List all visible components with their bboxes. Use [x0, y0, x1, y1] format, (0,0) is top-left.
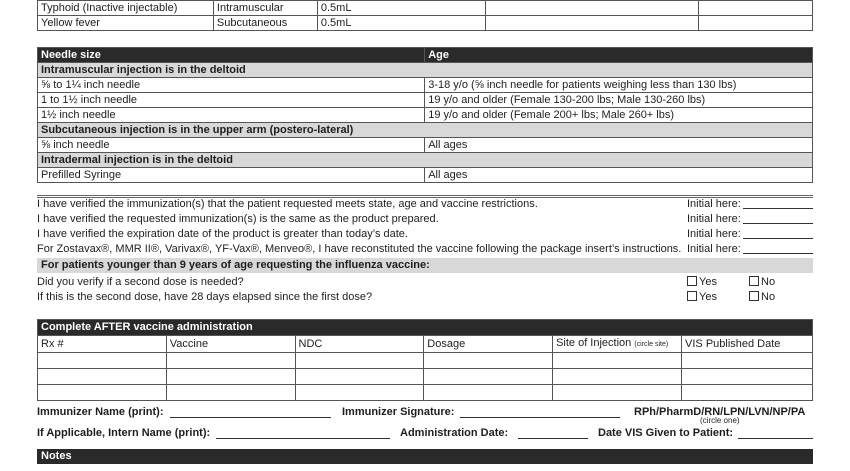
- yes-checkbox[interactable]: [687, 275, 717, 289]
- table-row: [38, 78, 813, 93]
- intradermal-header: Intradermal injection is in the deltoid: [38, 153, 813, 168]
- verify-text: I have verified the immunization(s) that the patient requested meets state, age and vaccine restrictions.: [37, 198, 538, 210]
- site-label: Site of Injection: [556, 337, 632, 349]
- table-cell[interactable]: [682, 369, 813, 385]
- needle-age: All ages: [425, 138, 813, 153]
- initial-label: Initial here:: [687, 198, 741, 210]
- needle-size: Prefilled Syringe: [38, 168, 425, 183]
- no-checkbox[interactable]: [749, 275, 775, 289]
- table-cell[interactable]: [166, 353, 295, 369]
- table-cell[interactable]: [424, 353, 553, 369]
- checkbox-icon: [687, 276, 697, 286]
- table-cell: [485, 1, 699, 16]
- vis-column: VIS Published Date: [682, 336, 813, 353]
- no-label: No: [761, 276, 776, 288]
- subcutaneous-header: Subcutaneous injection is in the upper arm (postero-lateral): [38, 123, 813, 138]
- table-row: [38, 93, 813, 108]
- initial-field[interactable]: [743, 223, 813, 224]
- section-row: [38, 153, 813, 168]
- site-column: [553, 336, 682, 353]
- immunizer-signature-field[interactable]: [460, 417, 620, 418]
- vaccine-dose: 0.5mL: [317, 16, 485, 31]
- table-cell: [485, 16, 699, 31]
- table-cell[interactable]: [295, 385, 424, 401]
- needle-age: 19 y/o and older (Female 200+ lbs; Male 260+ lbs): [425, 108, 813, 123]
- needle-size: 1½ inch needle: [38, 108, 425, 123]
- vaccine-column: Vaccine: [166, 336, 295, 353]
- needle-size-table: [37, 47, 813, 183]
- table-header: [38, 320, 813, 336]
- yes-label: Yes: [699, 291, 717, 303]
- table-row: [38, 16, 813, 31]
- initial-label: Initial here:: [687, 228, 741, 240]
- table-cell[interactable]: [38, 385, 167, 401]
- question-text: If this is the second dose, have 28 days elapsed since the first dose?: [37, 291, 373, 303]
- table-cell[interactable]: [553, 353, 682, 369]
- table-cell[interactable]: [38, 369, 167, 385]
- vaccine-dose: 0.5mL: [317, 1, 485, 16]
- column-headers: [38, 336, 813, 353]
- vis-date-label: Date VIS Given to Patient:: [598, 427, 734, 439]
- vis-date-field[interactable]: [738, 438, 813, 439]
- needle-size: ⅝ inch needle: [38, 138, 425, 153]
- table-cell[interactable]: [295, 353, 424, 369]
- initial-field[interactable]: [743, 208, 813, 209]
- administration-table: [37, 319, 813, 401]
- no-label: No: [761, 291, 776, 303]
- table-row: [38, 385, 813, 401]
- initial-field[interactable]: [743, 238, 813, 239]
- initial-field[interactable]: [743, 253, 813, 254]
- age-header: Age: [425, 48, 813, 63]
- table-cell[interactable]: [682, 385, 813, 401]
- table-row: [38, 369, 813, 385]
- dosage-column: Dosage: [424, 336, 553, 353]
- section-row: [38, 123, 813, 138]
- credentials-label[interactable]: RPh/PharmD/RN/LPN/LVN/NP/PA: [634, 406, 806, 418]
- no-checkbox[interactable]: [749, 290, 775, 304]
- table-cell[interactable]: [682, 353, 813, 369]
- after-header: Complete AFTER vaccine administration: [38, 320, 813, 336]
- circle-one-note: (circle one): [700, 416, 740, 425]
- initial-label: Initial here:: [687, 213, 741, 225]
- needle-size: ⅝ to 1¼ inch needle: [38, 78, 425, 93]
- immunizer-signature-label: Immunizer Signature:: [342, 406, 455, 418]
- table-cell[interactable]: [553, 369, 682, 385]
- table-row: [38, 353, 813, 369]
- table-row: [38, 1, 813, 16]
- section-row: [38, 63, 813, 78]
- divider: [37, 195, 813, 196]
- checkbox-icon: [749, 276, 759, 286]
- initial-label: Initial here:: [687, 243, 741, 255]
- needle-size: 1 to 1½ inch needle: [38, 93, 425, 108]
- vaccine-route: Subcutaneous: [213, 16, 317, 31]
- table-cell[interactable]: [38, 353, 167, 369]
- vaccine-name: Yellow fever: [38, 16, 214, 31]
- table-row: [38, 168, 813, 183]
- immunizer-name-label: Immunizer Name (print):: [37, 406, 164, 418]
- vaccine-route: Intramuscular: [213, 1, 317, 16]
- needle-age: All ages: [425, 168, 813, 183]
- intern-name-field[interactable]: [216, 438, 390, 439]
- rx-column: Rx #: [38, 336, 167, 353]
- table-cell: [699, 1, 813, 16]
- needle-size-header: Needle size: [38, 48, 425, 63]
- yes-label: Yes: [699, 276, 717, 288]
- site-note: (circle site): [634, 341, 669, 348]
- table-cell[interactable]: [424, 369, 553, 385]
- table-cell[interactable]: [553, 385, 682, 401]
- table-cell[interactable]: [166, 385, 295, 401]
- table-cell[interactable]: [424, 385, 553, 401]
- notes-header: Notes: [37, 449, 813, 464]
- intern-name-label: If Applicable, Intern Name (print):: [37, 427, 211, 439]
- question-text: Did you verify if a second dose is needed?: [37, 276, 244, 288]
- administration-date-field[interactable]: [518, 438, 588, 439]
- ndc-column: NDC: [295, 336, 424, 353]
- verify-text: I have verified the expiration date of the product is greater than today’s date.: [37, 228, 408, 240]
- needle-age: 19 y/o and older (Female 130-200 lbs; Male 130-260 lbs): [425, 93, 813, 108]
- vaccine-table: [37, 0, 813, 31]
- needle-age: 3-18 y/o (⅝ inch needle for patients weighing less than 130 lbs): [425, 78, 813, 93]
- verify-text: I have verified the requested immunization(s) is the same as the product prepared.: [37, 213, 439, 225]
- vaccine-name: Typhoid (Inactive injectable): [38, 1, 214, 16]
- checkbox-icon: [687, 291, 697, 301]
- table-row: [38, 108, 813, 123]
- intramuscular-header: Intramuscular injection is in the deltoid: [38, 63, 813, 78]
- table-header: [38, 48, 813, 63]
- table-cell[interactable]: [166, 369, 295, 385]
- table-cell[interactable]: [295, 369, 424, 385]
- checkbox-icon: [749, 291, 759, 301]
- yes-checkbox[interactable]: [687, 290, 717, 304]
- influenza-header: For patients younger than 9 years of age requesting the influenza vaccine:: [37, 258, 813, 273]
- table-cell: [699, 16, 813, 31]
- immunizer-name-field[interactable]: [170, 417, 331, 418]
- table-row: [38, 138, 813, 153]
- verify-text: For Zostavax®, MMR II®, Varivax®, YF-Vax®, Menveo®, I have reconstituted the vaccine following the package insert’s instructions.: [37, 243, 682, 255]
- administration-date-label: Administration Date:: [400, 427, 509, 439]
